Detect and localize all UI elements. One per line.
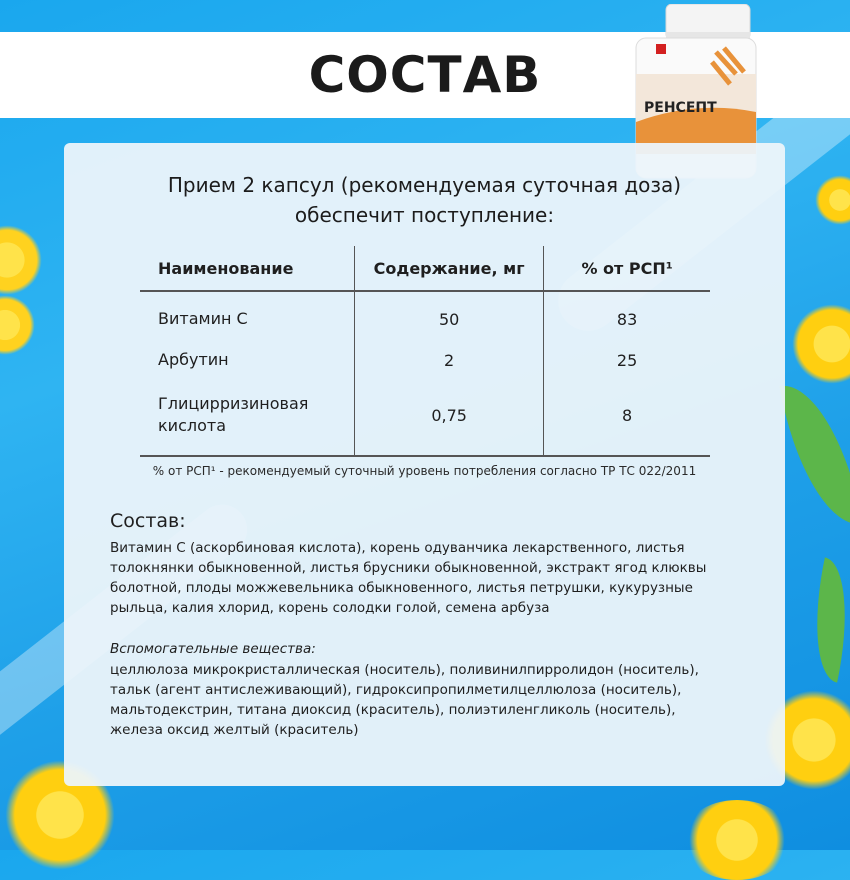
page-title: СОСТАВ bbox=[308, 46, 542, 104]
composition-line: толокнянки обыкновенной, листья брусники обыкновенной, экстракт ягод клюквы bbox=[110, 560, 707, 576]
ingredient-percent: 8 bbox=[544, 375, 710, 456]
composition-line: болотной, плоды можжевельника обыкновенного, листья петрушки, кукурузные bbox=[110, 580, 693, 596]
composition-heading: Состав: bbox=[110, 510, 186, 532]
table-row bbox=[140, 375, 710, 456]
ingredient-name-line: Глицирризиновая bbox=[158, 394, 309, 413]
table-row bbox=[140, 345, 710, 375]
excipients-line: целлюлоза микрокристаллическая (носитель), поливинилпирролидон (носитель), bbox=[110, 662, 699, 678]
excipients-line: мальтодекстрин, титана диоксид (краситель), полиэтиленгликоль (носитель), bbox=[110, 702, 676, 718]
dandelion-flower-icon bbox=[815, 175, 850, 225]
jar-brand-label: РЕНСЕПТ bbox=[644, 100, 717, 116]
intro-line: Прием 2 капсул (рекомендуемая суточная доза) bbox=[167, 173, 682, 197]
dandelion-flower-icon bbox=[0, 225, 42, 295]
dandelion-flower-icon bbox=[0, 295, 35, 355]
table-header-row bbox=[140, 246, 710, 291]
excipients-heading: Вспомогательные вещества: bbox=[110, 641, 316, 657]
intake-intro bbox=[64, 170, 785, 230]
ingredient-percent: 83 bbox=[616, 309, 638, 329]
composition-text bbox=[110, 538, 750, 618]
column-header-name: Наименование bbox=[140, 246, 355, 291]
composition-table bbox=[140, 246, 710, 457]
excipients-text bbox=[110, 660, 770, 740]
ingredient-name-line: кислота bbox=[158, 416, 226, 435]
excipients-line: железа оксид желтый (краситель) bbox=[110, 722, 359, 738]
ingredient-percent: 25 bbox=[616, 350, 638, 370]
dandelion-flower-icon bbox=[682, 800, 792, 880]
column-header-percent: % от РСП¹ bbox=[544, 246, 710, 291]
ingredient-amount: 0,75 bbox=[355, 375, 544, 456]
ingredient-amount: 2 bbox=[355, 345, 544, 375]
ingredient-name: Арбутин bbox=[140, 345, 355, 375]
excipients-line: тальк (агент антислеживающий), гидроксипропилметилцеллюлоза (носитель), bbox=[110, 682, 682, 698]
column-header-amount: Содержание, мг bbox=[355, 246, 544, 291]
ingredient-amount: 50 bbox=[355, 291, 544, 345]
table-row bbox=[140, 291, 710, 345]
footnote: % от РСП¹ - рекомендуемый суточный уровень потребления согласно ТР ТС 022/2011 bbox=[152, 464, 697, 478]
leaf-icon bbox=[800, 557, 850, 682]
ingredient-name: Витамин С bbox=[140, 291, 355, 345]
composition-line: рыльца, калия хлорид, корень солодки голой, семена арбуза bbox=[110, 600, 550, 616]
ingredient-name bbox=[140, 375, 355, 456]
composition-line: Витамин С (аскорбиновая кислота), корень одуванчика лекарственного, листья bbox=[110, 540, 685, 556]
dandelion-flower-icon bbox=[792, 304, 850, 384]
intro-line: обеспечит поступление: bbox=[294, 203, 555, 227]
leaf-icon bbox=[779, 376, 850, 534]
